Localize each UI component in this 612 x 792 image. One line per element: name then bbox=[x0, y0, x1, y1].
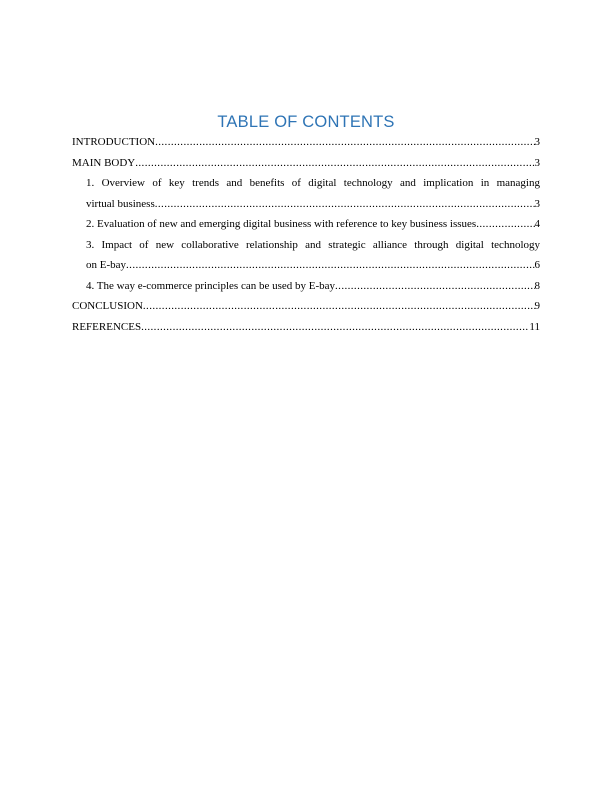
toc-entry-section-4[interactable] bbox=[72, 276, 540, 297]
toc-leader-dots bbox=[135, 153, 534, 174]
toc-leader-dots bbox=[126, 255, 534, 276]
toc-entry-section-3[interactable] bbox=[72, 235, 540, 276]
toc-entry-line2 bbox=[86, 194, 540, 215]
toc-entry-section-2[interactable] bbox=[72, 214, 540, 235]
toc-page-number: 9 bbox=[534, 300, 540, 312]
toc-entry-text-line1: 1. Overview of key trends and benefits of digital technology and implication in managing bbox=[86, 177, 540, 189]
toc-entry-introduction[interactable] bbox=[72, 132, 540, 153]
toc-page-number: 11 bbox=[529, 320, 540, 333]
toc-entry-text: INTRODUCTION bbox=[72, 136, 156, 148]
toc-page-number: 4 bbox=[534, 218, 540, 230]
toc-leader-dots bbox=[141, 317, 529, 338]
toc-page-number: 3 bbox=[534, 197, 540, 210]
table-of-contents bbox=[72, 132, 540, 337]
toc-leader-dots bbox=[155, 194, 535, 215]
toc-leader-dots bbox=[476, 214, 534, 235]
toc-entry-references[interactable] bbox=[72, 317, 540, 338]
toc-leader-dots bbox=[335, 276, 534, 297]
toc-entry-main-body[interactable] bbox=[72, 153, 540, 174]
toc-page-number: 8 bbox=[534, 279, 540, 292]
toc-entry-text-line2: on E-bay bbox=[86, 259, 127, 271]
toc-entry-text-line1: 3. Impact of new collaborative relationship and strategic alliance through digital technology bbox=[86, 238, 540, 251]
toc-entry-text: 2. Evaluation of new and emerging digital business with reference to key business issues bbox=[86, 218, 477, 230]
toc-heading: TABLE OF CONTENTS bbox=[217, 113, 395, 131]
toc-page-number: 3 bbox=[534, 156, 540, 169]
toc-leader-dots bbox=[143, 296, 535, 317]
toc-entry-conclusion[interactable] bbox=[72, 296, 540, 317]
toc-entry-text: 4. The way e-commerce principles can be used by E-bay bbox=[86, 279, 336, 292]
toc-entry-line2 bbox=[86, 255, 540, 276]
toc-entry-section-1[interactable] bbox=[72, 173, 540, 214]
toc-entry-text: MAIN BODY bbox=[72, 156, 136, 169]
toc-leader-dots bbox=[155, 132, 534, 153]
toc-page-number: 6 bbox=[534, 259, 540, 271]
toc-page-number: 3 bbox=[534, 136, 540, 148]
toc-entry-text: REFERENCES bbox=[72, 320, 142, 333]
toc-entry-text-line2: virtual business bbox=[86, 197, 155, 210]
toc-entry-text: CONCLUSION bbox=[72, 300, 143, 312]
